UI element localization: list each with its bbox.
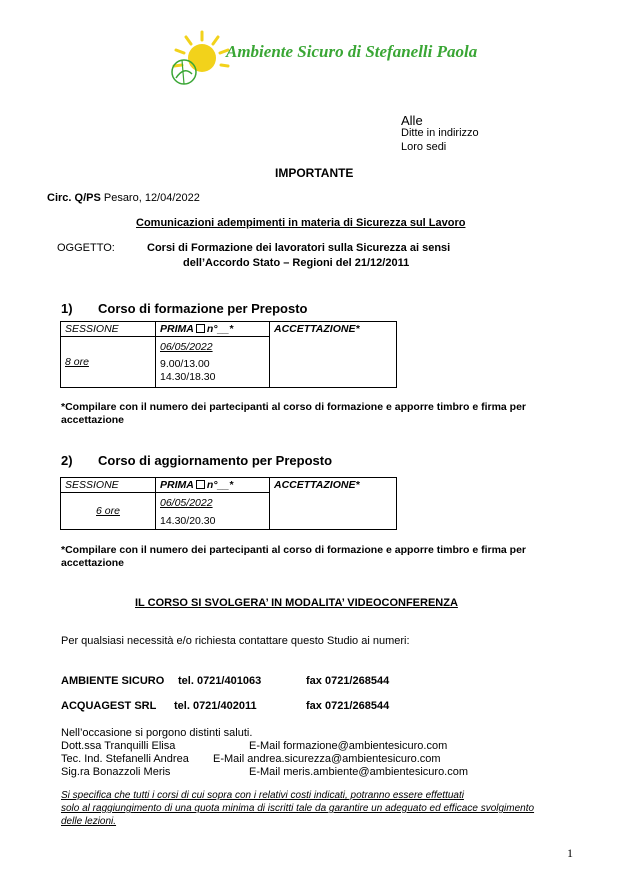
course1-col-session: SESSIONE bbox=[61, 322, 156, 337]
circ-code: Circ. Q/PS bbox=[47, 192, 101, 204]
signer-name: Dott.ssa Tranquilli Elisa bbox=[61, 740, 176, 752]
course1-duration: 8 ore bbox=[61, 337, 156, 388]
course1-table bbox=[60, 321, 397, 388]
circ-place-date: Pesaro, 12/04/2022 bbox=[103, 192, 200, 204]
signer-name: Sig.ra Bonazzoli Meris bbox=[61, 766, 171, 778]
recipient-line3: Loro sedi bbox=[401, 141, 447, 153]
oggetto-label: OGGETTO: bbox=[57, 242, 115, 254]
course1-col-accept: ACCETTAZIONE* bbox=[270, 322, 397, 388]
course2-table bbox=[60, 477, 397, 530]
course1-col-first: PRIMA n°__* bbox=[156, 322, 270, 337]
course1-note: *Compilare con il numero dei partecipanti al corso di formazione e apporre timbro e firma per bbox=[61, 401, 527, 413]
signer-name: Tec. Ind. Stefanelli Andrea bbox=[61, 753, 189, 765]
contact-name: ACQUAGEST SRL bbox=[61, 700, 157, 712]
course2-col-session: SESSIONE bbox=[61, 478, 156, 493]
sun-logo-icon bbox=[162, 28, 230, 90]
greeting: Nell’occasione si porgono distinti saluti. bbox=[61, 727, 253, 739]
contact-tel: tel. 0721/401063 bbox=[178, 675, 262, 687]
course1-note2: accettazione bbox=[61, 414, 125, 426]
recipient-line2: Ditte in indirizzo bbox=[401, 127, 479, 139]
course2-note: *Compilare con il numero dei partecipanti al corso di formazione e apporre timbro e firma per bbox=[61, 544, 527, 556]
course2-number: 2) bbox=[61, 453, 73, 468]
page-number: 1 bbox=[567, 846, 573, 860]
subject-heading: Comunicazioni adempimenti in materia di Sicurezza sul Lavoro bbox=[136, 217, 466, 229]
contact-intro: Per qualsiasi necessità e/o richiesta contattare questo Studio ai numeri: bbox=[61, 635, 410, 647]
contact-tel: tel. 0721/402011 bbox=[174, 700, 257, 712]
signer-email: E-Mail andrea.sicurezza@ambientesicuro.com bbox=[213, 753, 441, 765]
recipient-line1: Alle bbox=[401, 113, 423, 128]
circ-line bbox=[47, 192, 200, 204]
checkbox-icon bbox=[196, 480, 205, 489]
signer-email: E-Mail meris.ambiente@ambientesicuro.com bbox=[249, 766, 469, 778]
footnote-line2: solo al raggiungimento di una quota minima di iscritti tale da garantire un adeguato ed efficace svolgimento bbox=[61, 803, 535, 814]
footnote-line1: Si specifica che tutti i corsi di cui sopra con i relativi costi indicati, potranno essere effettuati bbox=[61, 790, 464, 801]
course1-title: Corso di formazione per Preposto bbox=[98, 301, 308, 316]
course2-duration: 6 ore bbox=[61, 493, 156, 530]
oggetto-line1: Corsi di Formazione dei lavoratori sulla Sicurezza ai sensi bbox=[147, 242, 451, 254]
course2-schedule: 06/05/2022 14.30/20.30 bbox=[156, 493, 270, 530]
course2-note2: accettazione bbox=[61, 557, 125, 569]
footnote-line3: delle lezioni. bbox=[61, 816, 117, 827]
oggetto-line2: dell’Accordo Stato – Regioni del 21/12/2011 bbox=[183, 257, 410, 269]
checkbox-icon bbox=[196, 324, 205, 333]
signer-email: E-Mail formazione@ambientesicuro.com bbox=[249, 740, 448, 752]
course2-title: Corso di aggiornamento per Preposto bbox=[98, 453, 333, 468]
course2-col-first: PRIMA n°__* bbox=[156, 478, 270, 493]
important-heading: IMPORTANTE bbox=[275, 166, 354, 180]
logo-text: Ambiente Sicuro di Stefanelli Paola bbox=[226, 42, 478, 61]
course2-col-accept: ACCETTAZIONE* bbox=[270, 478, 397, 530]
contact-fax: fax 0721/268544 bbox=[306, 675, 390, 687]
course1-number: 1) bbox=[61, 301, 73, 316]
contact-fax: fax 0721/268544 bbox=[306, 700, 390, 712]
course1-schedule: 06/05/2022 9.00/13.00 14.30/18.30 bbox=[156, 337, 270, 388]
contact-name: AMBIENTE SICURO bbox=[61, 675, 165, 687]
videoconference-notice: IL CORSO SI SVOLGERA’ IN MODALITA’ VIDEOCONFERENZA bbox=[135, 597, 458, 609]
